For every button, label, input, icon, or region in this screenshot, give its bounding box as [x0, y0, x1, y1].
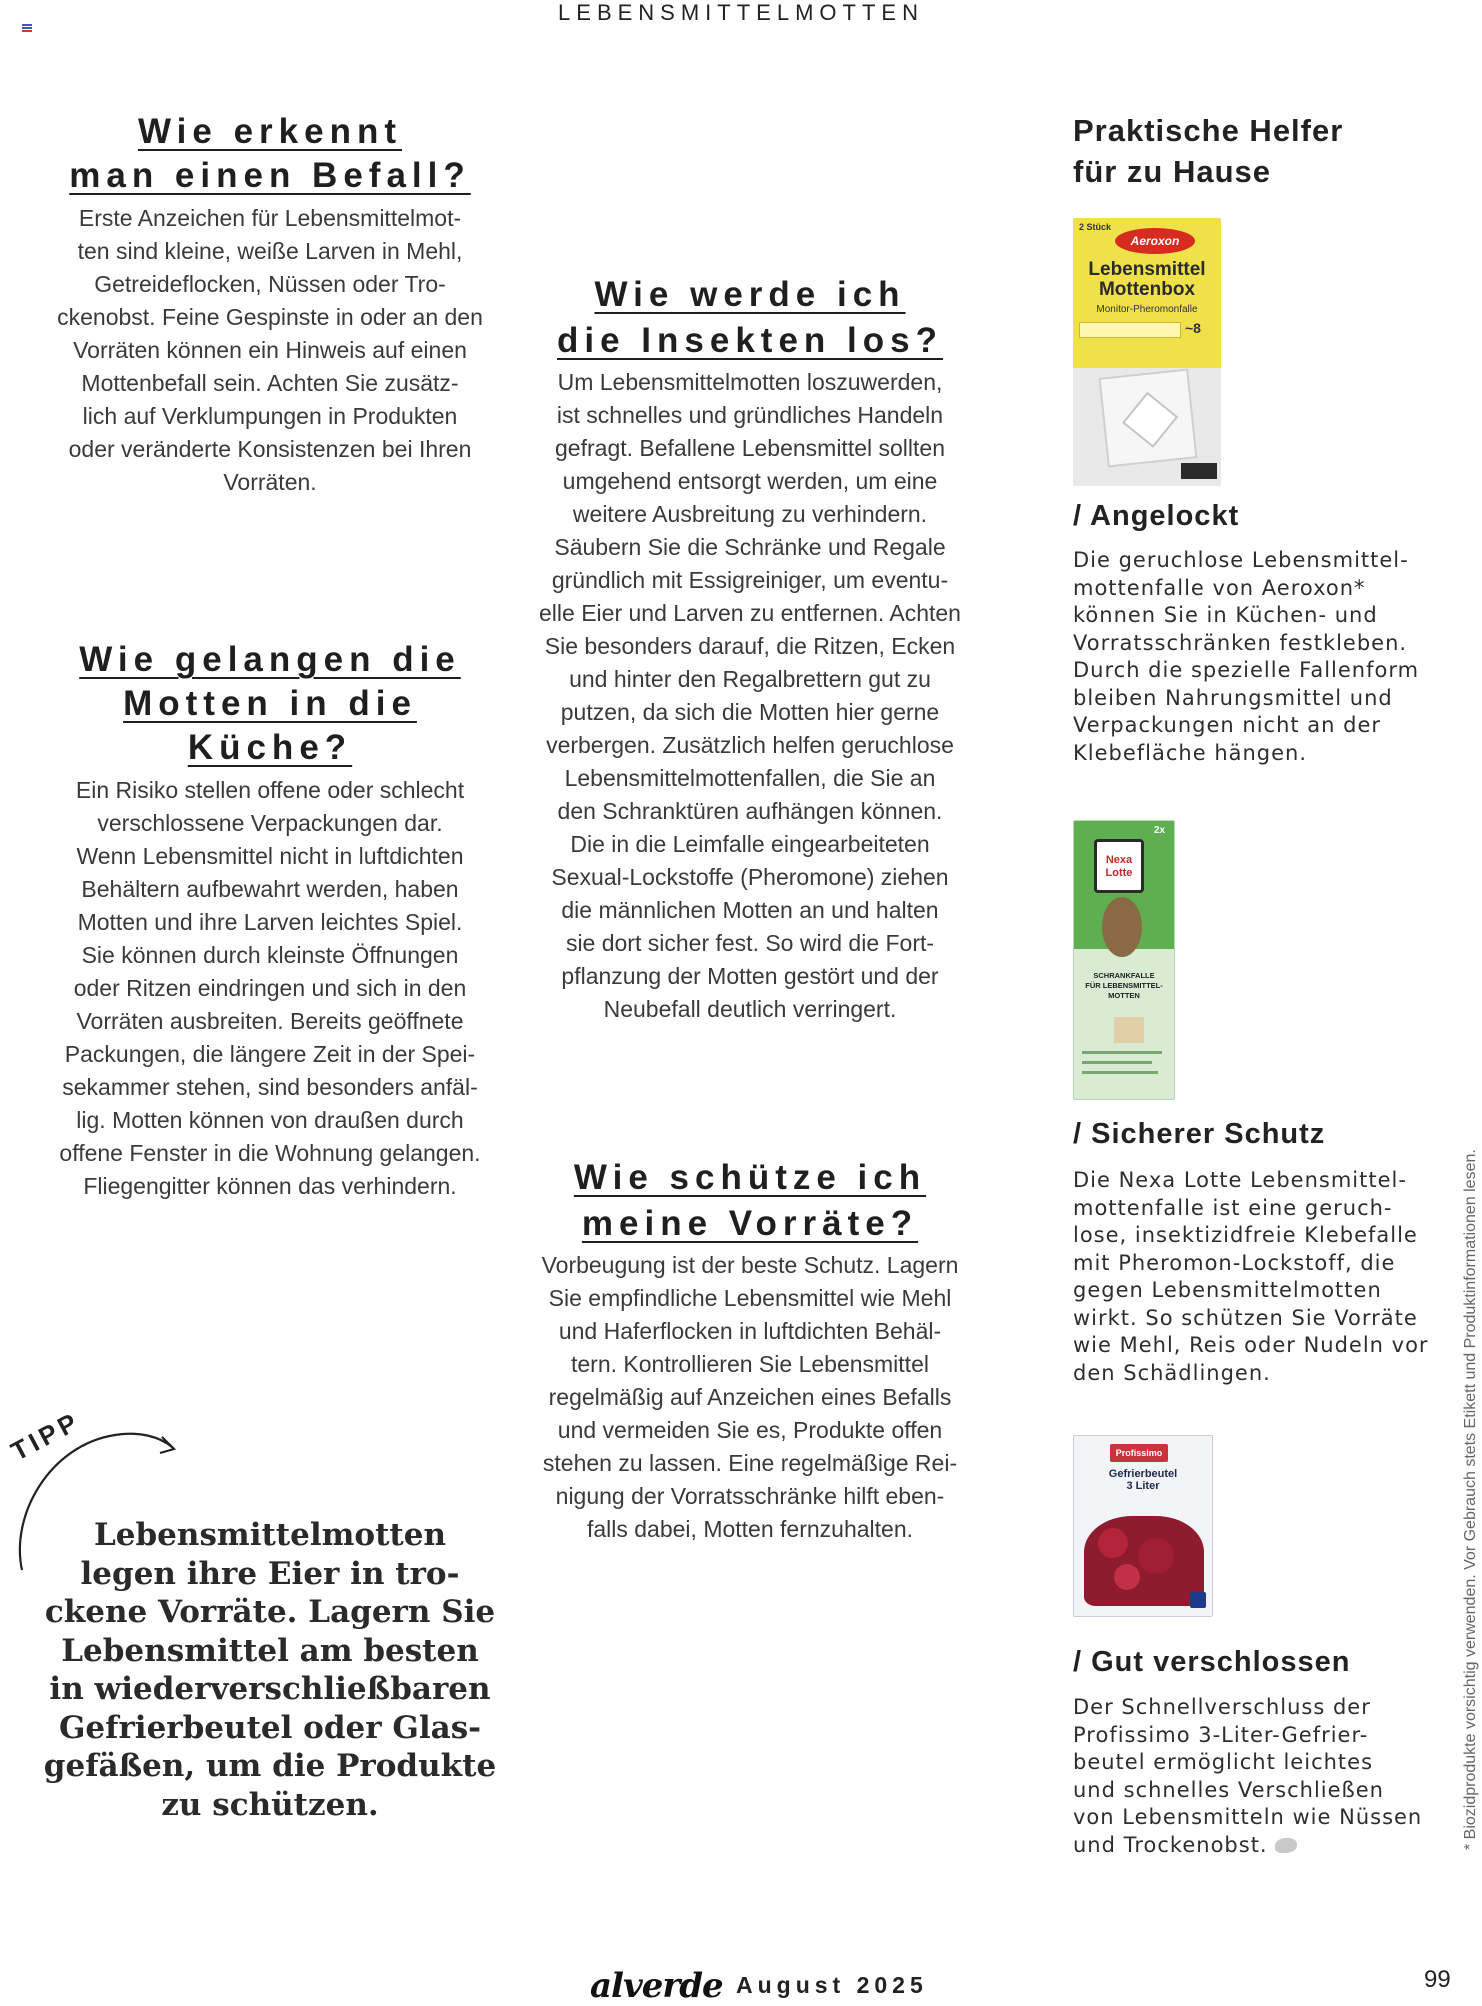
- section-body: Vorbeugung ist der beste Schutz. Lagern Sie empfindliche Lebensmittel wie Mehl und Haferflocken in luftdichten Behäl- tern. Kontrollieren Sie Lebensmittel regelmäßig auf Anzeichen eines Befalls und vermeiden Sie es, Produkte offen stehen zu lassen. Eine regelmäßige Rei- nigung der Vorratsschränke hilft eben- falls dabei, Motten fernzuhalten.: [541, 1252, 959, 1542]
- section-body: Erste Anzeichen für Lebensmittelmot- ten sind kleine, weiße Larven in Mehl, Getreideflocken, Nüssen oder Tro- ckenobst. Feine Gespinste in oder an den Vorräten können ein Hinweis auf einen Mottenbefall sein. Achten Sie zusätz- lich auf Verklumpungen in Produkten oder veränderte Konsistenzen bei Ihren Vorräten.: [57, 205, 483, 495]
- tipp-label: TIPP: [6, 1405, 86, 1467]
- section-title: Wie gelangen die Motten in die Küche?: [79, 640, 461, 767]
- page-header: [0, 0, 1482, 24]
- section-befall: [40, 110, 500, 499]
- header-title: LEBENSMITTELMOTTEN: [558, 0, 924, 25]
- section-vorraete: [520, 1155, 980, 1546]
- tipp-quote: Lebensmittelmotten legen ihre Eier in tro- ckene Vorräte. Lagern Sie Lebensmittel am besten in wiederverschließbaren Gefrierbeutel oder Glas- gefäßen, um die Produkte zu schützen.: [43, 1517, 497, 1823]
- product-title: / Angelockt: [1073, 500, 1240, 532]
- section-title: Wie erkennt man einen Befall?: [69, 112, 471, 195]
- product-image-aeroxon: 2 Stück Aeroxon Lebensmittel Mottenbox Monitor-Pheromonfalle ~8: [1073, 218, 1221, 486]
- flag-icon: [22, 24, 32, 32]
- product-title: / Gut verschlossen: [1073, 1646, 1351, 1678]
- product-title: / Sicherer Schutz: [1073, 1118, 1326, 1150]
- section-title: Wie werde ich die Insekten los?: [557, 275, 943, 360]
- end-mark-icon: [1275, 1838, 1297, 1853]
- product-description: Die Nexa Lotte Lebensmittel- mottenfalle ist eine geruch- lose, insektizidfreie Klebefalle mit Pheromon-Lockstoff, die gegen Lebensmittelmotten wirkt. So schützen Sie Vorräte wie Mehl, Reis oder Nudeln vor den Schädlingen.: [1073, 1168, 1429, 1385]
- footer-date: August 2025: [736, 1972, 928, 1998]
- product-description: Der Schnellverschluss der Profissimo 3-Liter-Gefrier- beutel ermöglicht leichtes und schnelles Verschließen von Lebensmitteln wie Nüssen und Trockenobst.: [1073, 1695, 1423, 1857]
- section-title: Wie schütze ich meine Vorräte?: [573, 1158, 927, 1243]
- product-description: Die geruchlose Lebensmittel- mottenfalle von Aeroxon* können Sie in Küchen- und Vorratsschränken festkleben. Durch die spezielle Fallenform bleiben Nahrungsmittel und Verpackungen nicht an der Klebefläche hängen.: [1073, 548, 1420, 765]
- section-body: Ein Risiko stellen offene oder schlecht verschlossene Verpackungen dar. Wenn Lebensmittel nicht in luftdichten Behältern aufbewahrt werden, haben Motten und ihre Larven leichtes Spiel. Sie können durch kleinste Öffnungen oder Ritzen eindringen und sich in den Vorräten ausbreiten. Bereits geöffnete Packungen, die längere Zeit in der Spei- sekammer stehen, sind besonders anfäl- lig. Motten können von draußen durch offene Fenster in die Wohnung gelangen. Fliegengitter können das verhindern.: [59, 777, 481, 1199]
- product-image-profissimo: Profissimo Gefrierbeutel 3 Liter: [1073, 1435, 1213, 1617]
- section-insekten: [520, 272, 980, 1026]
- footer-brand-logo: alverde: [590, 1966, 723, 2006]
- section-body: Um Lebensmittelmotten loszuwerden, ist schnelles und gründliches Handeln gefragt. Befallene Lebensmittel sollten umgehend entsorgt werden, um eine weitere Ausbreitung zu verhindern. Säubern Sie die Schränke und Regale gründlich mit Essigreiniger, um eventu- elle Eier und Larven zu entfernen. Achten Sie besonders darauf, die Ritzen, Ecken und hinter den Regalbrettern gut zu putzen, da sich die Motten hier gerne verbergen. Zusätzlich helfen geruchlose Lebensmittelmottenfallen, die Sie an den Schranktüren aufhängen können. Die in die Leimfalle eingearbeiteten Sexual-Lockstoffe (Pheromone) ziehen die männlichen Motten an und halten sie dort sicher fest. So wird die Fort- pflanzung der Motten gestört und der Neubefall deutlich verringert.: [539, 369, 961, 1022]
- sidebar-title: Praktische Helfer für zu Hause: [1073, 113, 1344, 189]
- side-note: * Biozidprodukte vorsichtig verwenden. Vor Gebrauch stets Etikett und Produktinformationen lesen.: [1462, 1149, 1479, 1850]
- section-kueche: [40, 638, 500, 1203]
- page-number: 99: [1424, 1966, 1451, 1993]
- product-image-nexa-lotte: 2x Nexa Lotte SCHRANKFALLE FÜR LEBENSMITTEL- MOTTEN: [1073, 820, 1175, 1100]
